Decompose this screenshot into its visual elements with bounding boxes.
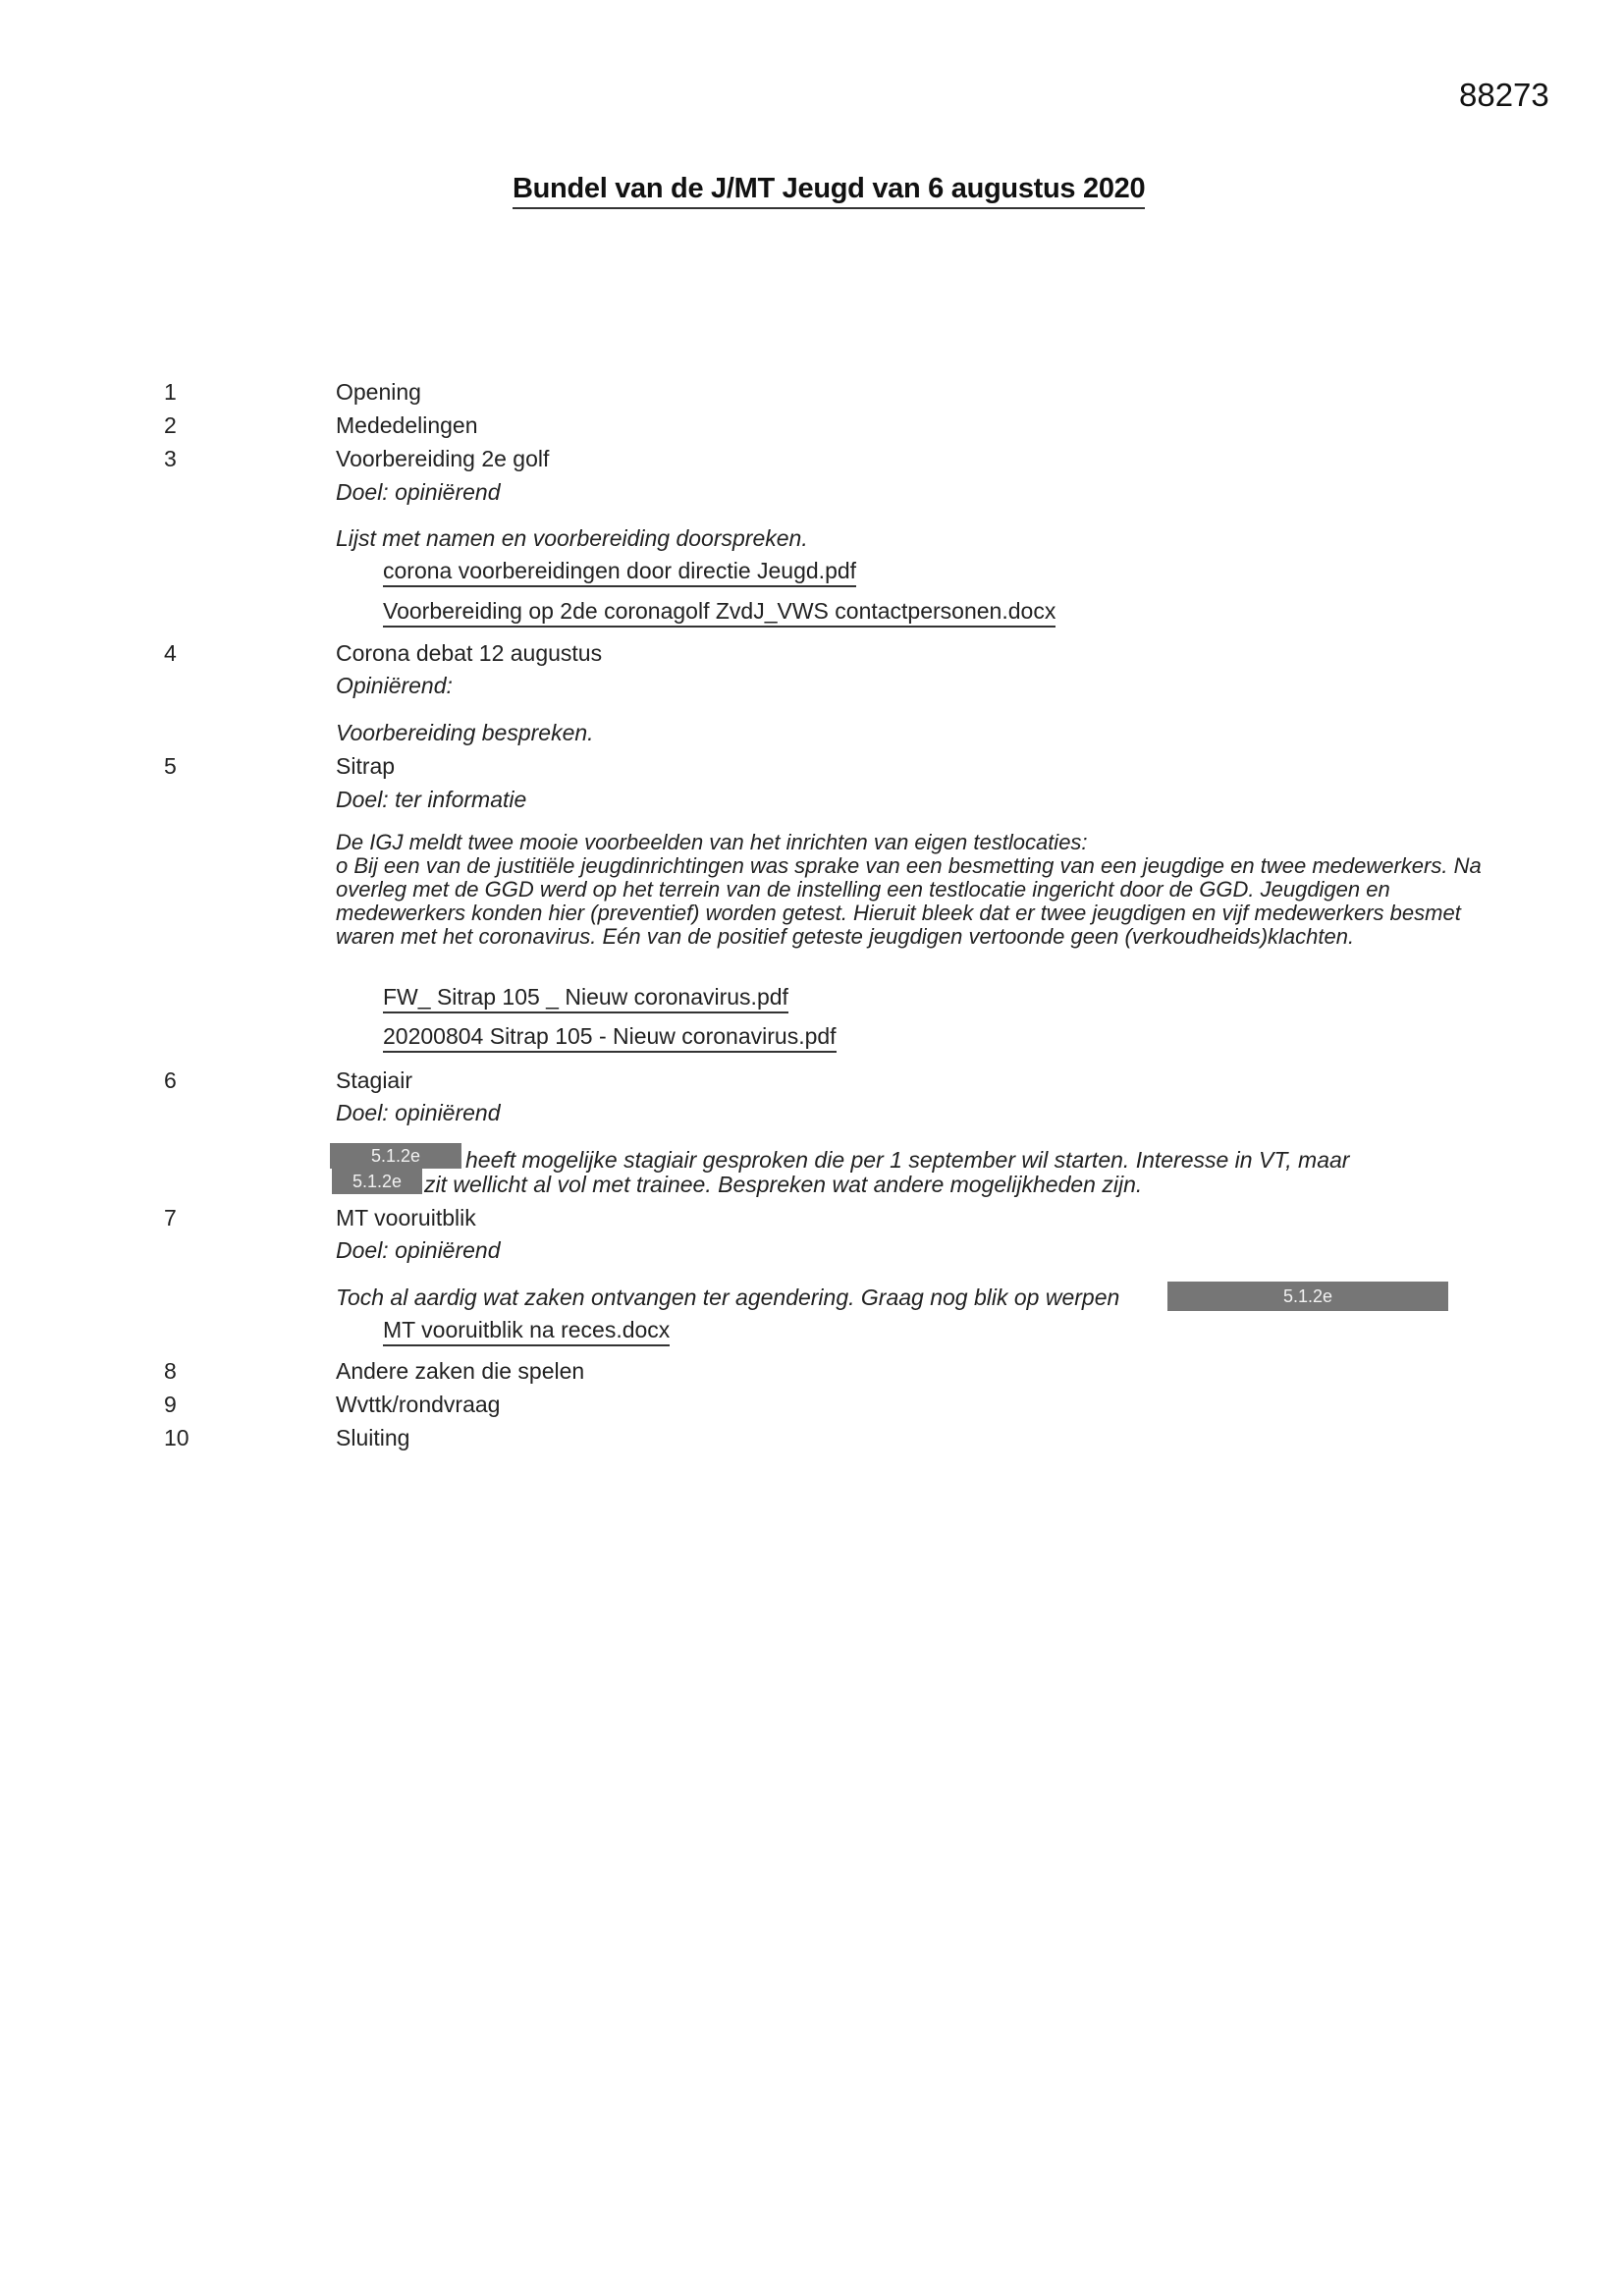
item-title: Voorbereiding 2e golf	[336, 446, 550, 471]
redaction-block: 5.1.2e	[332, 1169, 422, 1194]
attachment-link[interactable]: Voorbereiding op 2de coronagolf ZvdJ_VWS contactpersonen.docx	[383, 598, 1056, 628]
item-number: 5	[164, 753, 177, 779]
item-goal: Doel: opiniërend	[336, 1100, 501, 1125]
item-number: 9	[164, 1392, 177, 1417]
item-number: 2	[164, 412, 177, 438]
item-number: 1	[164, 379, 177, 405]
item-title: MT vooruitblik	[336, 1205, 476, 1230]
item-goal: Doel: opiniërend	[336, 1237, 501, 1263]
item-number: 6	[164, 1067, 177, 1093]
item-number: 3	[164, 446, 177, 471]
item-title: Corona debat 12 augustus	[336, 640, 603, 666]
attachment-link[interactable]: 20200804 Sitrap 105 - Nieuw coronavirus.pdf	[383, 1023, 837, 1053]
item-title: Mededelingen	[336, 412, 478, 438]
redaction-block: 5.1.2e	[1167, 1282, 1448, 1311]
item-note: Lijst met namen en voorbereiding doorspreken.	[336, 525, 808, 551]
item-note: heeft mogelijke stagiair gesproken die per 1 september wil starten. Interesse in VT, maar	[465, 1147, 1350, 1173]
item-goal: Doel: ter informatie	[336, 787, 527, 812]
item-note: Toch al aardig wat zaken ontvangen ter agendering. Graag nog blik op werpen	[336, 1285, 1120, 1310]
redaction-block: 5.1.2e	[330, 1143, 461, 1169]
item-paragraph	[336, 831, 1485, 949]
item-title: Stagiair	[336, 1067, 412, 1093]
item-title: Opening	[336, 379, 421, 405]
attachment-link[interactable]: MT vooruitblik na reces.docx	[383, 1317, 670, 1346]
item-title: Andere zaken die spelen	[336, 1358, 585, 1384]
item-number: 10	[164, 1425, 189, 1450]
attachment-link[interactable]: corona voorbereidingen door directie Jeugd.pdf	[383, 558, 856, 587]
item-note: Voorbereiding bespreken.	[336, 720, 594, 745]
item-number: 8	[164, 1358, 177, 1384]
item-goal: Opiniërend:	[336, 673, 453, 698]
item-note: zit wellicht al vol met trainee. Bespreken wat andere mogelijkheden zijn.	[424, 1172, 1143, 1197]
item-title: Wvttk/rondvraag	[336, 1392, 501, 1417]
page-title: Bundel van de J/MT Jeugd van 6 augustus 2020	[513, 173, 1145, 209]
item-number: 7	[164, 1205, 177, 1230]
item-goal: Doel: opiniërend	[336, 479, 501, 505]
item-title: Sitrap	[336, 753, 396, 779]
paragraph-line: De IGJ meldt twee mooie voorbeelden van het inrichten van eigen testlocaties:	[336, 830, 1088, 854]
document-number: 88273	[1459, 77, 1549, 113]
item-number: 4	[164, 640, 177, 666]
paragraph-line: o Bij een van de justitiële jeugdinrichtingen was sprake van een besmetting van een jeugdige en twee medewerkers. Na overleg met de GGD werd op het terrein van de instelling een testlocatie ingericht door de GGD. Jeugdigen en medewerkers konden hier (preventief) worden getest. Hieruit bleek dat er twee jeugdigen en vijf medewerkers besmet waren met het coronavirus. Eén van de positief geteste jeugdigen vertoonde geen (verkoudheids)klachten.	[336, 853, 1482, 949]
attachment-link[interactable]: FW_ Sitrap 105 _ Nieuw coronavirus.pdf	[383, 984, 788, 1013]
item-title: Sluiting	[336, 1425, 410, 1450]
